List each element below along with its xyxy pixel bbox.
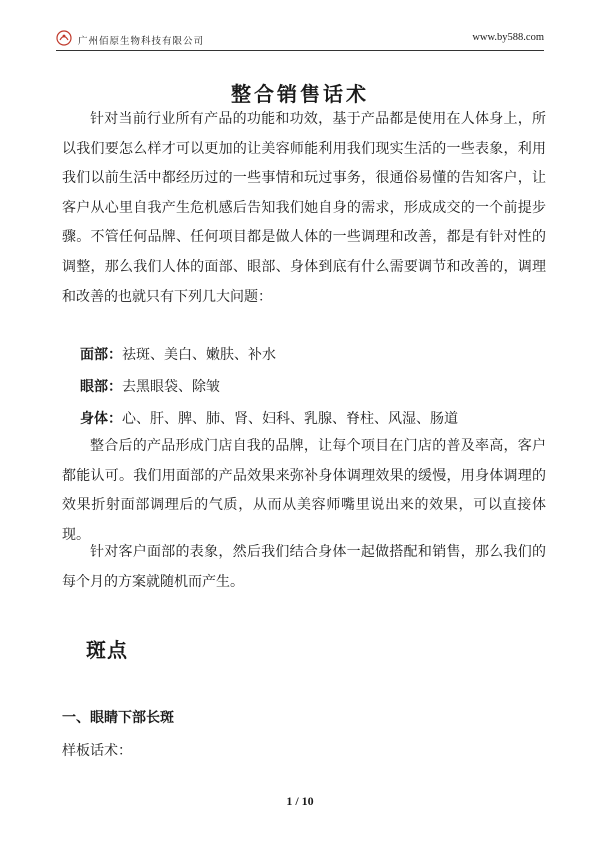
intro-paragraph: 针对当前行业所有产品的功能和功效，基于产品都是使用在人体身上，所以我们要怎么样才可以更加的让美容师能利用我们现实生活的一些表象，利用我们以前生活中都经历过的一些事情和玩过事务，很通俗易懂的告知客户，让客户从心里自我产生危机感后告知我们她自身的需求，形成成交的一个前提步骤。不管任何品牌、任何项目都是做人体的一些调理和改善，都是有针对性的调整，那么我们人体的面部、眼部、身体到底有什么需要调节和改善的，调理和改善的也就只有下列几大问题：	[62, 111, 546, 305]
company-name: 广州佰原生物科技有限公司	[78, 36, 205, 47]
document-title: 整合销售话术	[231, 82, 369, 106]
subsection-heading: 一、眼睛下部长斑	[62, 710, 174, 726]
sample-script-label: 样板话术：	[62, 743, 132, 759]
item-text: 祛斑、美白、嫩肤、补水	[122, 347, 276, 363]
list-item-body	[80, 408, 458, 428]
item-label: 身体：	[80, 411, 122, 427]
plan-paragraph: 针对客户面部的表象，然后我们结合身体一起做搭配和销售，那么我们的每个月的方案就随机而产生。	[62, 544, 546, 590]
website-url: www.by588.com	[472, 32, 544, 43]
item-label: 眼部：	[80, 379, 122, 395]
page-header	[56, 28, 544, 51]
list-item-face	[80, 344, 276, 364]
company-logo-icon	[56, 30, 72, 46]
list-item-eye	[80, 376, 220, 396]
integration-paragraph: 整合后的产品形成门店自我的品牌，让每个项目在门店的普及率高，客户都能认可。我们用面部的产品效果来弥补身体调理效果的缓慢，用身体调理的效果折射面部调理后的气质，从而从美容师嘴里说出来的效果，可以直接体现。	[62, 438, 546, 543]
item-label: 面部：	[80, 347, 122, 363]
item-text: 去黑眼袋、除皱	[122, 379, 220, 395]
section-heading: 斑点	[86, 638, 128, 662]
item-text: 心、肝、脾、肺、肾、妇科、乳腺、脊柱、风湿、肠道	[122, 411, 458, 427]
page-number: 1 / 10	[286, 794, 314, 808]
